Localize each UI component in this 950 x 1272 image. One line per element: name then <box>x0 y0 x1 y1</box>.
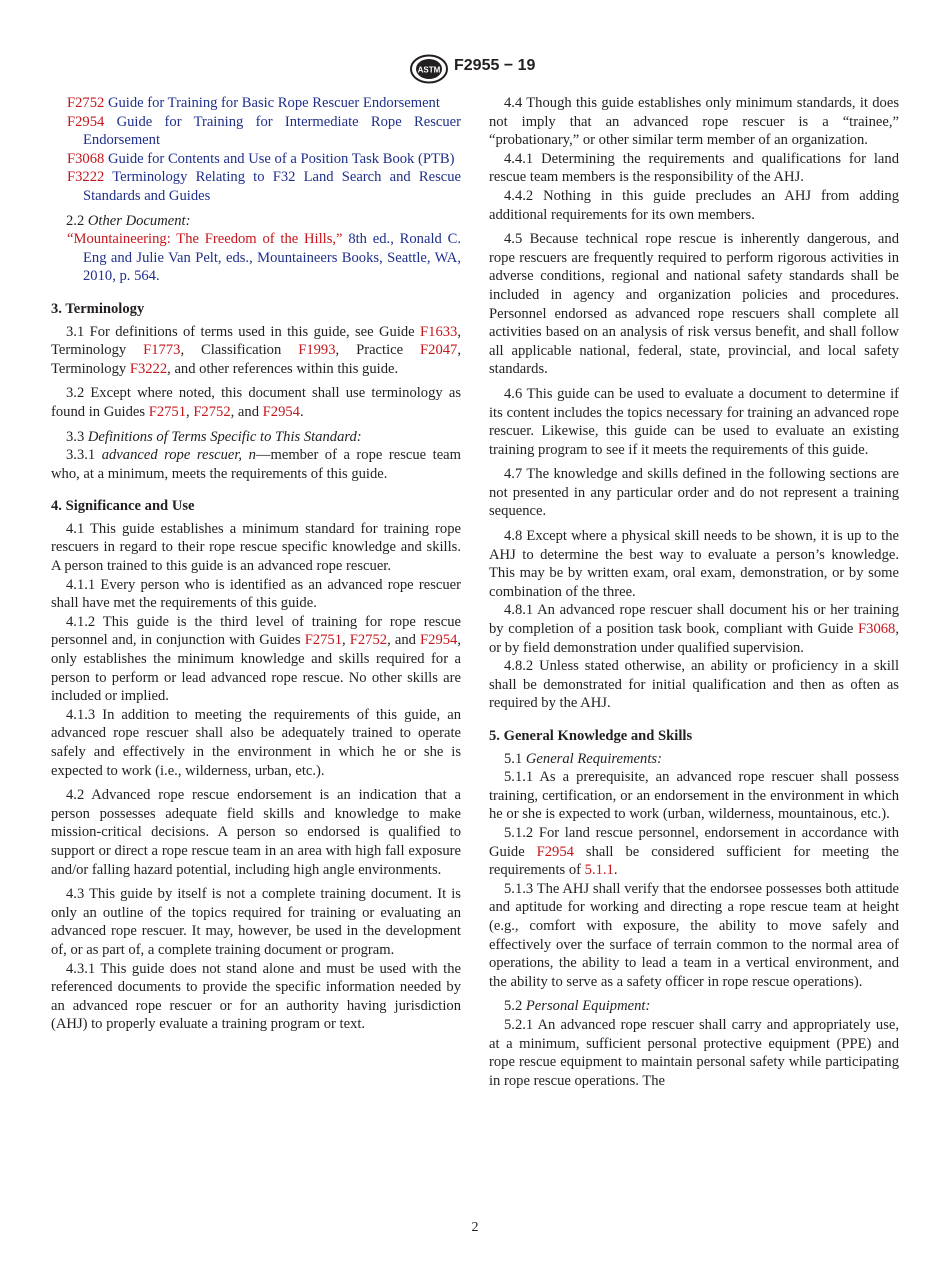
section-number: 2.2 <box>66 212 88 229</box>
paragraph-3-3-1: 3.3.1 advanced rope rescuer, n—member of a rope rescue team who, at a minimum, meets the requirements of this guide. <box>51 447 461 482</box>
svg-text:ASTM: ASTM <box>417 65 441 75</box>
reference-link[interactable]: F2751 <box>148 403 187 420</box>
reference-link[interactable]: F3222 <box>67 169 105 186</box>
paragraph-5-2: 5.2 Personal Equipment: <box>504 998 651 1015</box>
reference-entry <box>51 230 461 286</box>
reference-link[interactable]: F2954 <box>67 113 105 130</box>
right-column <box>489 94 899 1090</box>
paragraph-5-1-1: 5.1.1 As a prerequisite, an advanced rope rescuer shall possess training, certification, or an endorsement in the environment in which he or she is expected to work (urban, wilderness, mountainous, etc.). <box>489 769 899 823</box>
paragraph-5-1: 5.1 General Requirements: <box>504 750 662 767</box>
astm-logo-icon <box>409 54 449 84</box>
paragraph-4-1-3: 4.1.3 In addition to meeting the requirements of this guide, an advanced rope rescuer shall also be adequately trained to operate safely and effectively in the environment in which he or she is expected to work (i.e., wilderness, urban, etc.). <box>51 706 461 779</box>
reference-link[interactable]: F2954 <box>262 403 300 420</box>
page-number: 2 <box>471 1220 479 1235</box>
paragraph-4-4-2: 4.4.2 Nothing in this guide precludes an AHJ from adding additional requirements for its own members. <box>489 187 899 223</box>
reference-entry <box>51 113 461 150</box>
paragraph-4-4-1: 4.4.1 Determining the requirements and qualifications for land rescue team members is the responsibility of the AHJ. <box>489 150 899 186</box>
reference-entry <box>51 168 461 205</box>
paragraph-4-4: 4.4 Though this guide establishes only minimum standards, it does not imply that an advanced rope rescuer is a “trainee,” “probationary,” or other similar term member of an organization. <box>489 95 899 149</box>
reference-link[interactable]: F3068 <box>858 621 896 638</box>
section-heading-4: 4. Significance and Use <box>51 498 195 515</box>
reference-link[interactable]: F2752 <box>349 632 388 649</box>
reference-link[interactable]: F2751 <box>304 632 342 649</box>
reference-link[interactable]: 5.1.1 <box>584 862 614 879</box>
reference-title: Terminology Relating to F32 Land Search and Rescue Standards and Guides <box>83 169 461 204</box>
paragraph-4-1-2: 4.1.2 This guide is the third level of training for rope rescue personnel and, in conjunction with Guides F2751, F2752, and F2954, only establishes the minimum knowledge and skills required for a person to perform or lead advanced rope rescue. No other skills are included or implied. <box>51 613 461 705</box>
paragraph-5-1-3: 5.1.3 The AHJ shall verify that the endorsee possesses both attitude and aptitude for working and directing a rope rescue team at height (e.g., comfort with exposure, the ability to move safely and effectively over the surface of terrain common to the normal area of operations, the ability to lead a team in a vertical environment, and the ability to serve as a safety officer in rope rescue operations). <box>489 880 899 990</box>
reference-entry <box>51 94 461 113</box>
paragraph-5-2-1: 5.2.1 An advanced rope rescuer shall carry and appropriately use, at a minimum, sufficient personal protective equipment (PPE) and rope rescue equipment to maintain personal safety while participating in rope rescue operations. The <box>489 1016 899 1089</box>
paragraph-3-2: 3.2 Except where noted, this document shall use terminology as found in Guides F2751, F2752, and F2954. <box>51 385 461 420</box>
reference-link[interactable]: F1773 <box>143 342 181 359</box>
paragraph-4-8-1: 4.8.1 An advanced rope rescuer shall document his or her training by completion of a position task book, compliant with Guide F3068, or by field demonstration under qualified supervision. <box>489 602 899 656</box>
reference-link[interactable]: “Mountaineering: The Freedom of the Hills,” <box>67 231 343 248</box>
reference-link[interactable]: F2752 <box>193 403 231 420</box>
paragraph-3-1: 3.1 For definitions of terms used in this guide, see Guide F1633, Terminology F1773, Classification F1993, Practice F2047, Terminology F3222, and other references within this guide. <box>51 323 461 377</box>
paragraph-4-2: 4.2 Advanced rope rescue endorsement is an indication that a person possesses adequate field skills and knowledge to make mission-critical decisions. A person so endorsed is qualified to support or direct a rope rescue team in an area with high fall exposure and/or falling hazard potential, including high angle environments. <box>51 787 461 878</box>
reference-title: Guide for Training for Intermediate Rope Rescuer Endorsement <box>83 113 461 149</box>
paragraph-4-6: 4.6 This guide can be used to evaluate a document to determine if its content includes the topics necessary for training an advanced rope rescuer. Likewise, this guide can be used to evaluate an existing training program to see if it meets the requirements of this guide. <box>489 385 899 458</box>
paragraph-4-3-1: 4.3.1 This guide does not stand alone and must be used with the referenced documents to provide the specific information needed by an advanced rope rescuer or for an authority having jurisdiction (AHJ) to properly evaluate a training program or text. <box>51 960 461 1033</box>
reference-link[interactable]: F1633 <box>420 323 458 340</box>
paragraph-5-1-2: 5.1.2 For land rescue personnel, endorsement in accordance with Guide F2954 shall be considered sufficient for meeting the requirements of 5.1.1. <box>489 824 899 879</box>
reference-link[interactable]: F2752 <box>67 95 105 111</box>
paragraph-4-1: 4.1 This guide establishes a minimum standard for training rope rescuers in regard to their rope rescue specific knowledge and skills. A person trained to this guide is an advanced rope rescuer. <box>51 520 461 575</box>
section-title: Other Document: <box>87 212 191 229</box>
standard-designation: F2955 − 19 <box>454 57 536 74</box>
paragraph-4-3: 4.3 This guide by itself is not a complete training document. It is only an outline of the topics required for training or evaluating an advanced rope rescuer. It may, however, be used in the development of, or as part of, a complete training document or program. <box>51 886 461 958</box>
section-2-2 <box>51 212 461 231</box>
page-header <box>0 54 950 86</box>
reference-link[interactable]: F2047 <box>420 342 458 359</box>
reference-link[interactable]: F2954 <box>536 843 574 860</box>
reference-title: 8th ed., Ronald C. Eng and Julie Van Pelt, eds., Mountaineers Books, Seattle, WA, 2010, p. 564. <box>83 231 461 285</box>
reference-link[interactable]: F1993 <box>298 342 336 359</box>
paragraph-4-5: 4.5 Because technical rope rescue is inherently dangerous, and rope rescuers are frequently required to perform rigorous activities in adverse conditions, regional and national safety standards shall be included in agency and organization policies and procedures. Personnel endorsed as advanced rope rescuers shall complete all activities based on an analysis of risk versus benefit, and shall follow all applicable national, federal, state, provincial, and local safety standards. <box>489 231 899 378</box>
section-heading-5: 5. General Knowledge and Skills <box>489 728 693 744</box>
left-column <box>51 94 461 1034</box>
reference-link[interactable]: F3222 <box>129 360 168 377</box>
reference-link[interactable]: F2954 <box>420 632 458 649</box>
section-heading-3: 3. Terminology <box>51 300 145 317</box>
paragraph-4-8-2: 4.8.2 Unless stated otherwise, an ability or proficiency in a skill shall be demonstrated for initial qualification and then as often as required by the AHJ. <box>489 658 899 712</box>
defined-term: advanced rope rescuer, n <box>101 447 256 464</box>
reference-title: Guide for Training for Basic Rope Rescuer Endorsement <box>104 95 440 111</box>
paragraph-4-7: 4.7 The knowledge and skills defined in the following sections are not presented in any particular order and do not represent a training sequence. <box>489 466 899 520</box>
reference-link[interactable]: F3068 <box>67 150 105 167</box>
paragraph-3-3: 3.3 Definitions of Terms Specific to This Standard: <box>66 428 362 445</box>
reference-title: Guide for Contents and Use of a Position Task Book (PTB) <box>104 150 455 167</box>
reference-entry <box>51 150 461 169</box>
paragraph-4-1-1: 4.1.1 Every person who is identified as an advanced rope rescuer shall have met the requirements of this guide. <box>51 576 461 612</box>
paragraph-4-8: 4.8 Except where a physical skill needs to be shown, it is up to the AHJ to determine the best way to evaluate a person’s knowledge. This may be by written exam, oral exam, demonstration, or by some combination of the three. <box>489 528 899 600</box>
